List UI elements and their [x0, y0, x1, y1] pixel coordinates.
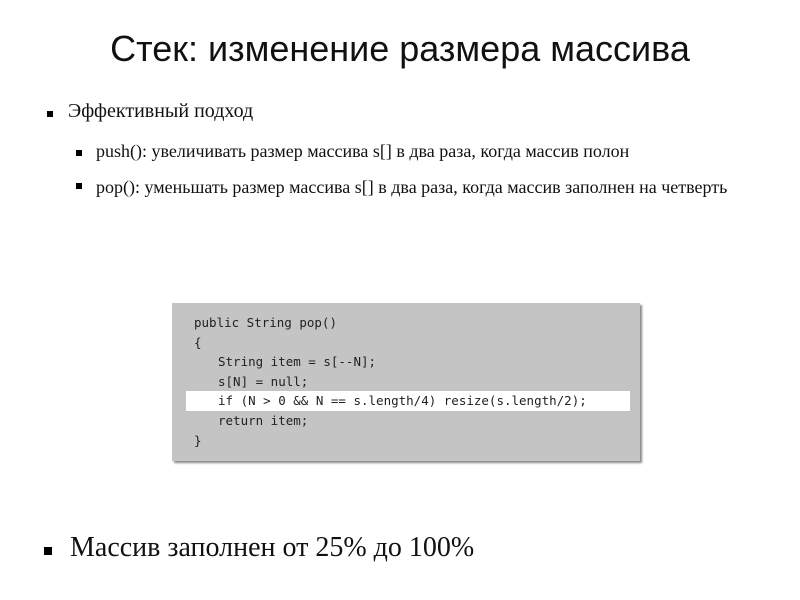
slide-title: Стек: изменение размера массива [110, 28, 690, 69]
code-line [172, 313, 640, 333]
footer-bullet-text: Массив заполнен от 25% до 100% [70, 532, 475, 563]
code-line-text: if (N > 0 && N == s.length/4) resize(s.length/2); [218, 393, 587, 408]
code-line [172, 411, 640, 431]
bullet-pop [96, 174, 736, 200]
code-line [172, 333, 640, 353]
code-line [172, 431, 640, 451]
bullet-main [68, 100, 768, 123]
code-line-text: String item = s[--N]; [218, 354, 377, 369]
code-line-highlighted [186, 391, 630, 411]
code-line-text: { [194, 335, 202, 350]
bullet-push-text: push(): увеличивать размер массива s[] в два раза, когда массив полон [96, 141, 630, 161]
code-line [172, 352, 640, 372]
code-block [172, 303, 640, 461]
bullet-pop-text: pop(): уменьшать размер массива s[] в два раза, когда массив заполнен на четверть [96, 177, 728, 197]
bullet-push [96, 141, 786, 162]
bullet-marker [47, 111, 53, 117]
footer-bullet [70, 532, 770, 564]
code-line-text: return item; [218, 413, 309, 428]
bullet-marker [76, 183, 82, 189]
code-line-text: public String pop() [194, 315, 337, 330]
code-line-text: s[N] = null; [218, 374, 309, 389]
code-line-text: } [194, 433, 202, 448]
bullet-marker [76, 150, 82, 156]
bullet-marker [44, 547, 52, 555]
bullet-main-text: Эффективный подход [68, 100, 254, 122]
code-line [172, 372, 640, 392]
